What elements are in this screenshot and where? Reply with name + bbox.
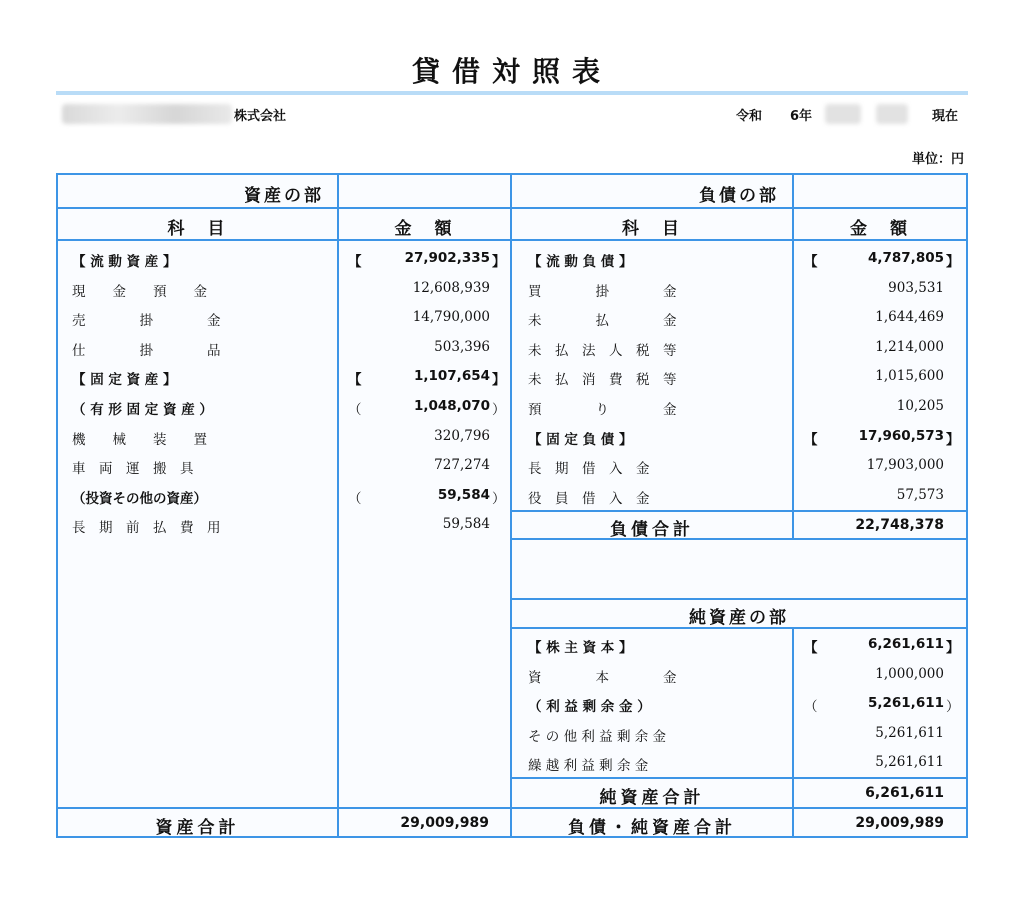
row-amount: 17,903,000	[866, 457, 944, 474]
row-label: 役 員 借 入 金	[528, 490, 650, 507]
title-underline	[56, 91, 968, 95]
row-amount: 503,396	[434, 338, 490, 355]
date-era: 令和	[736, 109, 763, 124]
row-amount: 320,796	[434, 427, 490, 444]
row-amount: 903,531	[888, 279, 944, 296]
row-amount: 1,048,070	[413, 398, 490, 414]
row-label: 現 金 預 金	[72, 283, 207, 300]
row-label: 仕 掛 品	[72, 342, 221, 359]
grand-total-amount: 29,009,989	[855, 815, 944, 831]
row-amount: 59,584	[437, 486, 490, 503]
bracket-close: 】	[946, 431, 960, 448]
divider-assets-amount	[337, 175, 339, 836]
row-label: 車 両 運 搬 具	[72, 461, 194, 478]
grand-total-label: 負債・純資産合計	[568, 818, 736, 838]
rule-column-header	[58, 239, 966, 241]
liabilities-total-amount: 22,748,378	[855, 517, 944, 533]
net-assets-total-label: 純資産合計	[599, 788, 705, 808]
row-amount: 6,261,611	[867, 636, 944, 652]
rule-net-assets-top	[512, 598, 966, 600]
row-label: 未 払 金	[528, 313, 677, 330]
row-label: 未 払 法 人 税 等	[528, 342, 677, 359]
balance-sheet-table	[56, 173, 968, 838]
row-amount: 1,214,000	[875, 338, 944, 355]
row-amount: 1,000,000	[875, 665, 944, 682]
row-amount: 17,960,573	[858, 427, 944, 444]
bracket-close: ）	[492, 490, 506, 507]
row-amount: 10,205	[896, 398, 944, 414]
assets-total-amount: 29,009,989	[400, 815, 489, 831]
row-label: 長 期 前 払 費 用	[72, 520, 221, 537]
row-label: 【 流 動 資 産 】	[72, 254, 177, 270]
row-amount: 12,608,939	[412, 279, 490, 296]
row-amount: 4,787,805	[867, 250, 944, 266]
date-year: 6年	[790, 109, 813, 124]
date-month-redacted	[825, 104, 861, 124]
row-amount: 727,274	[434, 457, 490, 474]
unit-label: 単位：円	[911, 152, 964, 167]
row-label: そ の 他 利 益 剰 余 金	[528, 728, 667, 745]
liabilities-section-title: 負債の部	[699, 186, 779, 206]
assets-item-header: 科 目	[167, 219, 228, 239]
bracket-close: ）	[946, 699, 960, 716]
row-amount: 5,261,611	[875, 754, 944, 771]
liabilities-total-label: 負債合計	[610, 520, 694, 540]
row-label: 【 固 定 資 産 】	[72, 372, 177, 389]
row-label: 資 本 金	[528, 669, 677, 686]
net-assets-total-amount: 6,261,611	[865, 785, 944, 801]
row-amount: 5,261,611	[867, 695, 944, 712]
assets-amount-header: 金 額	[394, 219, 455, 239]
liabilities-amount-header: 金 額	[850, 219, 910, 239]
row-amount: 1,644,469	[875, 309, 944, 326]
row-label: 機 械 装 置	[72, 431, 207, 448]
bracket-open: 【	[348, 372, 362, 389]
row-amount: 59,584	[442, 516, 490, 533]
bracket-open: （	[348, 402, 362, 418]
assets-section-title: 資産の部	[244, 186, 324, 206]
company-suffix: 株式会社	[234, 109, 287, 124]
bracket-open: 【	[804, 431, 818, 448]
bracket-open: 【	[804, 640, 818, 656]
row-label: 繰 越 利 益 剰 余 金	[528, 758, 649, 775]
bracket-open: 【	[804, 254, 818, 270]
row-label: （投資その他の資産）	[72, 490, 207, 507]
row-amount: 14,790,000	[412, 309, 490, 326]
row-label: 長 期 借 入 金	[528, 461, 650, 478]
row-label: 未 払 消 費 税 等	[528, 372, 677, 389]
rule-liab-total-top	[512, 510, 966, 512]
date-suffix: 現在	[932, 109, 959, 124]
bracket-close: ）	[492, 402, 506, 418]
rule-section-header	[58, 207, 966, 209]
row-label: （ 利 益 剰 余 金 ）	[528, 699, 651, 716]
row-amount: 27,902,335	[404, 250, 490, 266]
bracket-open: （	[804, 699, 818, 716]
document-title: 貸借対照表	[411, 55, 612, 88]
divider-liab-amount-bottom	[792, 627, 794, 836]
divider-center	[510, 175, 512, 836]
row-label: 売 掛 金	[72, 313, 221, 330]
row-label: （ 有 形 固 定 資 産 ）	[72, 402, 213, 418]
bracket-open: 【	[348, 254, 362, 270]
row-label: 買 掛 金	[528, 283, 677, 300]
row-label: 預 り 金	[528, 402, 677, 418]
row-label: 【 固 定 負 債 】	[528, 431, 633, 448]
liabilities-item-header: 科 目	[622, 219, 682, 239]
row-amount: 1,015,600	[875, 368, 944, 385]
assets-total-label: 資産合計	[155, 818, 240, 838]
row-label: 【 流 動 負 債 】	[528, 254, 633, 270]
row-amount: 57,573	[896, 486, 944, 503]
row-amount: 1,107,654	[413, 368, 490, 385]
rule-net-total-top	[512, 777, 966, 779]
net-assets-section-title: 純資産の部	[689, 608, 789, 628]
bracket-close: 】	[492, 254, 506, 270]
bracket-close: 】	[492, 372, 506, 389]
row-label: 【 株 主 資 本 】	[528, 640, 633, 656]
date-day-redacted	[876, 104, 908, 124]
row-amount: 5,261,611	[875, 724, 944, 741]
bracket-open: （	[348, 490, 362, 507]
company-name-redacted	[62, 104, 232, 124]
bracket-close: 】	[946, 254, 960, 270]
bracket-close: 】	[946, 640, 960, 656]
